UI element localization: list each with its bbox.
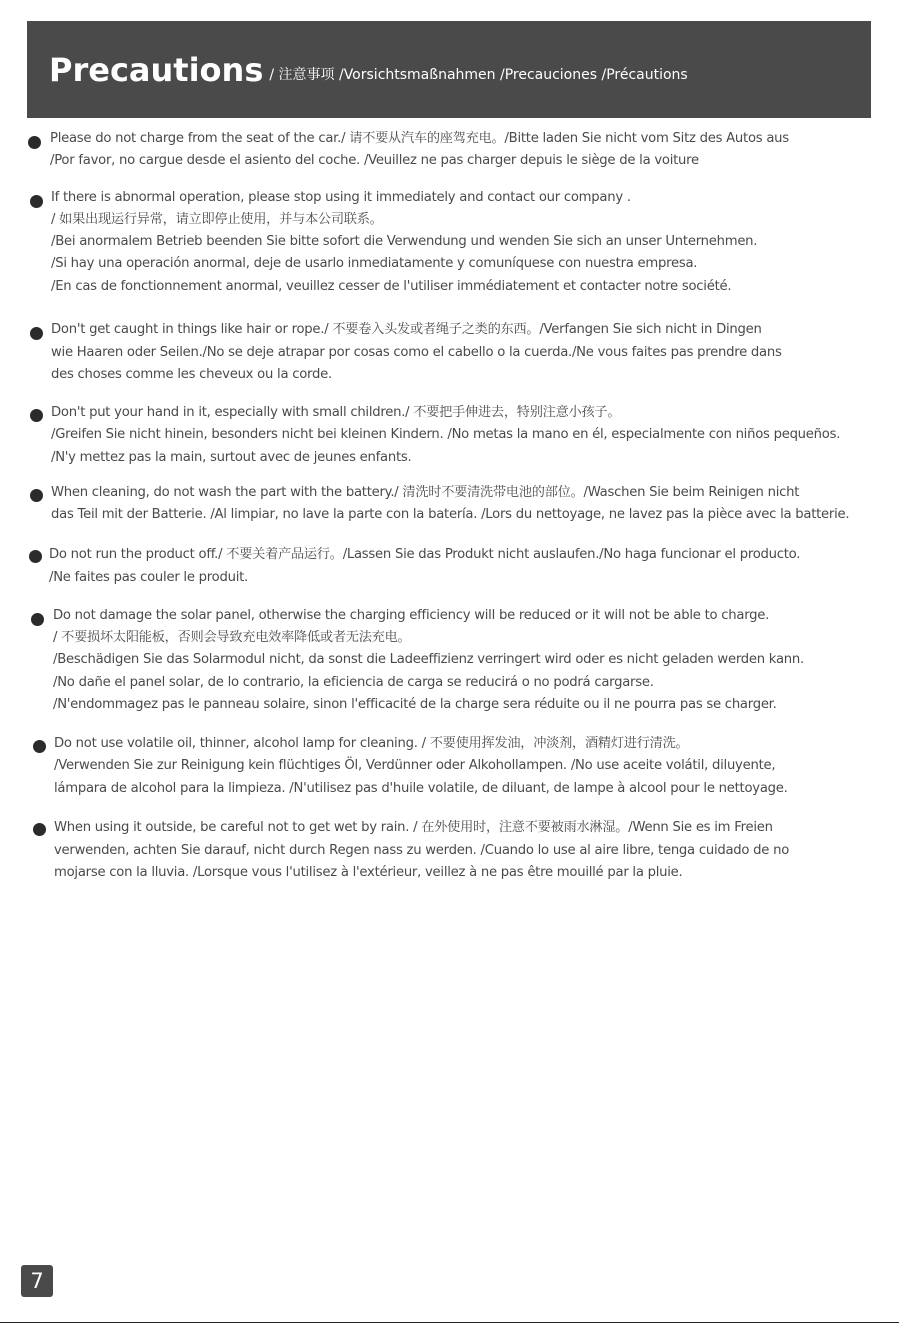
bullet-icon (30, 327, 43, 340)
precaution-line: Don't get caught in things like hair or rope./ 不要卷入头发或者绳子之类的东西。/Verfangen Sie sich nicht in Dingen (51, 322, 762, 337)
precaution-line: des choses comme les cheveux ou la corde. (51, 367, 332, 382)
page-title: Precautions (49, 50, 264, 89)
precaution-line: /Beschädigen Sie das Solarmodul nicht, da sonst die Ladeeffizienz verringert wird oder es nicht geladen werden kann. (53, 652, 804, 667)
bullet-icon (30, 195, 43, 208)
bottom-divider (0, 1322, 899, 1323)
precaution-line: /Greifen Sie nicht hinein, besonders nicht bei kleinen Kindern. /No metas la mano en él, especialmente con niños pequeños. (51, 427, 841, 442)
precaution-line: When cleaning, do not wash the part with the battery./ 清洗时不要清洗带电池的部位。/Waschen Sie beim Reinigen nicht (51, 485, 800, 500)
precaution-line: Do not run the product off./ 不要关着产品运行。/Lassen Sie das Produkt nicht auslaufen./No haga funcionar el producto. (49, 547, 801, 562)
bullet-icon (33, 740, 46, 753)
precaution-line: /En cas de fonctionnement anormal, veuillez cesser de l'utiliser immédiatement et contacter notre société. (51, 279, 732, 294)
precaution-line: When using it outside, be careful not to get wet by rain. / 在外使用时，注意不要被雨水淋湿。/Wenn Sie es im Freien (54, 820, 773, 835)
bullet-icon (31, 613, 44, 626)
page-subtitle: / 注意事项 /Vorsichtsmaßnahmen /Precauciones /Précautions (269, 66, 688, 83)
bullet-icon (29, 550, 42, 563)
precaution-line: /Si hay una operación anormal, deje de usarlo inmediatamente y comuníquese con nuestra empresa. (51, 256, 698, 271)
precaution-line: mojarse con la lluvia. /Lorsque vous l'utilisez à l'extérieur, veillez à ne pas être mouillé par la pluie. (54, 865, 683, 880)
precaution-line: /No dañe el panel solar, de lo contrario, la eficiencia de carga se reducirá o no podrá cargarse. (53, 675, 654, 690)
precaution-line: /Verwenden Sie zur Reinigung kein flüchtiges Öl, Verdünner oder Alkohollampen. /No use aceite volátil, diluyente, (54, 758, 776, 773)
precaution-line: /Por favor, no cargue desde el asiento del coche. /Veuillez ne pas charger depuis le siège de la voiture (50, 153, 699, 168)
precaution-line: Please do not charge from the seat of the car./ 请不要从汽车的座驾充电。/Bitte laden Sie nicht vom Sitz des Autos aus (50, 131, 789, 146)
precaution-line: Do not damage the solar panel, otherwise the charging efficiency will be reduced or it will not be able to charge. (53, 608, 770, 623)
precaution-line: Do not use volatile oil, thinner, alcohol lamp for cleaning. / 不要使用挥发油，冲淡剂，酒精灯进行清洗。 (54, 736, 689, 751)
precaution-line: /Bei anormalem Betrieb beenden Sie bitte sofort die Verwendung und wenden Sie sich an unser Unternehmen. (51, 234, 758, 249)
page-number: 7 (30, 1269, 44, 1293)
precaution-line: wie Haaren oder Seilen./No se deje atrapar por cosas como el cabello o la cuerda./Ne vous faites pas prendre dans (51, 345, 782, 360)
header-banner (27, 21, 871, 118)
bullet-icon (30, 489, 43, 502)
precaution-line: / 如果出现运行异常，请立即停止使用，并与本公司联系。 (51, 212, 383, 227)
precaution-line: das Teil mit der Batterie. /Al limpiar, no lave la parte con la batería. /Lors du nettoyage, ne lavez pas la pièce avec la batterie. (51, 507, 850, 522)
precaution-line: / 不要损坏太阳能板，否则会导致充电效率降低或者无法充电。 (53, 630, 411, 645)
precaution-line: /Ne faites pas couler le produit. (49, 570, 248, 585)
precaution-line: If there is abnormal operation, please stop using it immediately and contact our company . (51, 190, 631, 205)
precaution-line: lámpara de alcohol para la limpieza. /N'utilisez pas d'huile volatile, de diluant, de lampe à alcool pour le nettoyage. (54, 781, 788, 796)
bullet-icon (33, 823, 46, 836)
precaution-line: verwenden, achten Sie darauf, nicht durch Regen nass zu werden. /Cuando lo use al aire libre, tenga cuidado de no (54, 843, 790, 858)
bullet-icon (28, 136, 41, 149)
page-number-badge (21, 1265, 53, 1297)
precaution-line: /N'endommagez pas le panneau solaire, sinon l'efficacité de la charge sera réduite ou il ne pourra pas se charger. (53, 697, 777, 712)
bullet-icon (30, 409, 43, 422)
precaution-line: /N'y mettez pas la main, surtout avec de jeunes enfants. (51, 450, 412, 465)
precaution-line: Don't put your hand in it, especially with small children./ 不要把手伸进去，特别注意小孩子。 (51, 405, 621, 420)
